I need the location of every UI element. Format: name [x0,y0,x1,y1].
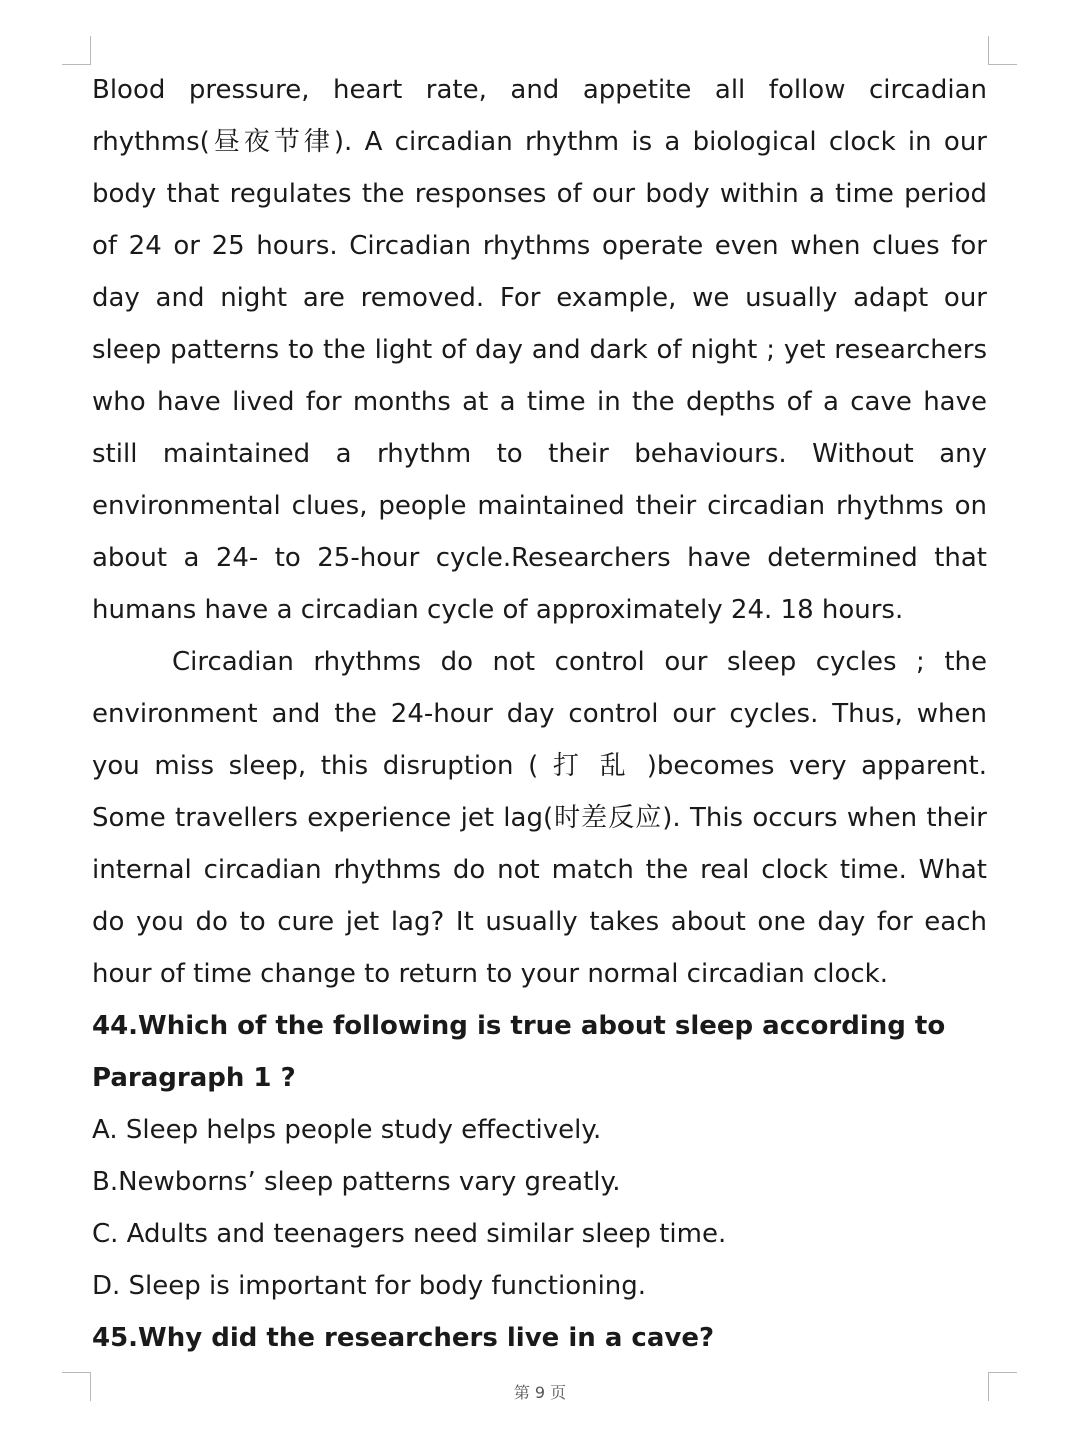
passage-paragraph-1: Blood pressure, heart rate, and appetite all follow circadian rhythms(昼夜节律). A circadian rhythm is a biological clock in our body that regulates the responses of our body within a time period of 24 or 25 hours. Circadian rhythms operate even when clues for day and night are removed. For example, we usually adapt our sleep patterns to the light of day and dark of night ; yet researchers who have lived for months at a time in the depths of a cave have still maintained a rhythm to their behaviours. Without any environmental clues, people maintained their circadian rhythms on about a 24- to 25-hour cycle.Researchers have determined that humans have a circadian cycle of approximately 24. 18 hours. [92,75,987,625]
question-44-option-a: A. Sleep helps people study effectively. [92,1115,602,1145]
passage-paragraph-2: Circadian rhythms do not control our sleep cycles ; the environment and the 24-hour day control our cycles. Thus, when you miss sleep, this disruption ( 打 乱 )becomes very apparent. Some travellers experience jet lag(时差反应). This occurs when their internal circadian rhythms do not match the real clock time. What do you do to cure jet lag? It usually takes about one day for each hour of time change to return to your normal circadian clock. [92,647,987,989]
crop-mark-top-left [62,36,91,65]
question-45-stem: 45.Why did the researchers live in a cave? [92,1323,715,1353]
question-44-stem: 44.Which of the following is true about sleep according to Paragraph 1 ? [92,1011,946,1093]
question-44-option-d: D. Sleep is important for body functioning. [92,1271,647,1301]
question-44-option-b: B.Newborns’ sleep patterns vary greatly. [92,1167,621,1197]
crop-mark-top-right [988,36,1017,65]
question-44-option-c: C. Adults and teenagers need similar sleep time. [92,1219,727,1249]
page-number: 第 9 页 [513,1383,567,1402]
page-content [92,64,987,1364]
